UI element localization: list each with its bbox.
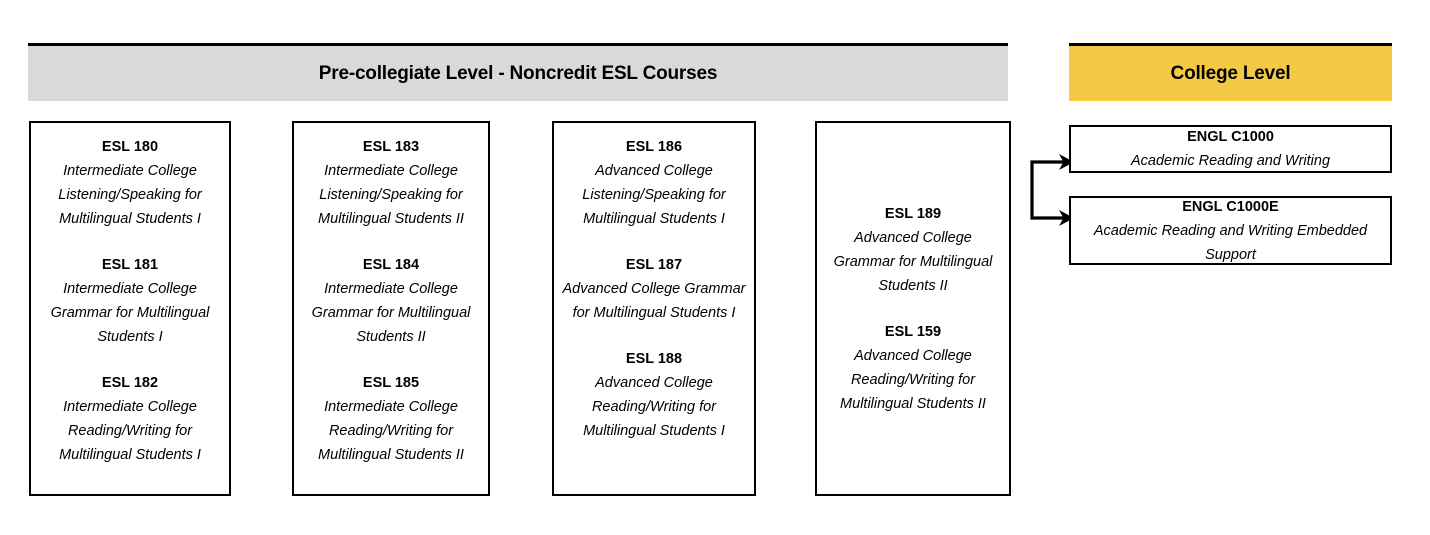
esl-course-column-1 — [29, 121, 231, 496]
course-entry — [300, 253, 482, 349]
course-title: Advanced College Grammar for Multilingual Students II — [833, 229, 993, 294]
course-code: ESL 186 — [625, 139, 683, 155]
course-title: Advanced College Reading/Writing for Multilingual Students I — [583, 375, 725, 439]
course-entry — [37, 253, 223, 349]
course-entry — [823, 202, 1003, 298]
college-course-box-engl-c1000e — [1069, 196, 1392, 265]
course-title: Advanced College Listening/Speaking for Multilingual Students I — [582, 163, 726, 227]
arrow-bracket-path — [1032, 162, 1066, 218]
course-title: Intermediate College Reading/Writing for Multilingual Students I — [59, 399, 201, 463]
course-code: ESL 183 — [362, 139, 420, 155]
course-entry — [37, 371, 223, 467]
course-entry — [300, 371, 482, 467]
course-title: Intermediate College Grammar for Multilingual Students II — [311, 281, 471, 345]
precollegiate-section-header — [28, 43, 1008, 101]
course-code: ESL 184 — [362, 257, 420, 273]
course-code: ESL 185 — [362, 375, 420, 391]
course-entry — [300, 135, 482, 231]
course-code: ESL 182 — [101, 375, 159, 391]
course-code: ESL 188 — [625, 351, 683, 367]
course-code: ESL 187 — [625, 257, 683, 273]
course-entry — [37, 135, 223, 231]
course-title: Intermediate College Grammar for Multilingual Students I — [50, 281, 210, 345]
course-code: ENGL C1000 — [1187, 129, 1274, 145]
precollegiate-section-title: Pre-collegiate Level - Noncredit ESL Courses — [318, 62, 718, 84]
course-code: ESL 181 — [101, 257, 159, 273]
course-code: ESL 159 — [884, 323, 942, 340]
college-course-box-engl-c1000 — [1069, 125, 1392, 173]
course-title: Intermediate College Listening/Speaking for Multilingual Students II — [318, 163, 464, 227]
course-entry — [560, 253, 748, 325]
course-title: Intermediate College Listening/Speaking for Multilingual Students I — [58, 163, 202, 227]
course-title: Advanced College Grammar for Multilingual Students I — [562, 281, 746, 321]
course-code: ESL 189 — [884, 205, 942, 222]
course-entry — [560, 135, 748, 231]
college-section-header — [1069, 43, 1392, 101]
esl-course-column-4 — [815, 121, 1011, 496]
esl-course-column-2 — [292, 121, 490, 496]
course-entry — [823, 320, 1003, 416]
college-section-title: College Level — [1170, 62, 1291, 84]
course-title: Academic Reading and Writing — [1130, 153, 1331, 169]
course-title: Intermediate College Reading/Writing for Multilingual Students II — [318, 399, 464, 463]
course-entry — [560, 347, 748, 443]
course-title: Academic Reading and Writing Embedded Support — [1093, 222, 1368, 263]
esl-course-column-3 — [552, 121, 756, 496]
course-title: Advanced College Reading/Writing for Multilingual Students II — [840, 347, 986, 412]
course-code: ENGL C1000E — [1182, 198, 1279, 215]
course-code: ESL 180 — [101, 139, 159, 155]
